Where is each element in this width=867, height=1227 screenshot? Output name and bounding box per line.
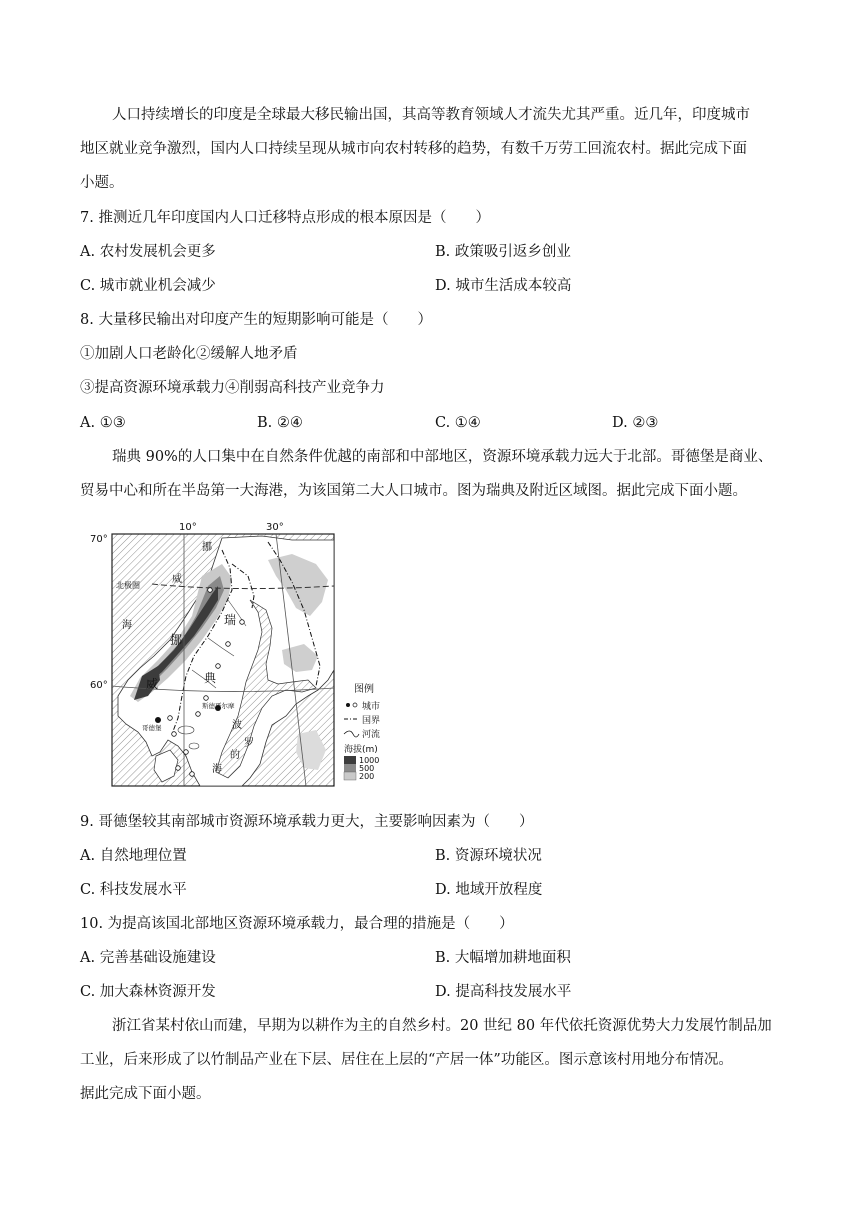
- q8-option-d: D. ②③: [612, 415, 659, 431]
- q10-option-a: A. 完善基础设施建设: [80, 950, 216, 966]
- q10-option-d: D. 提高科技发展水平: [435, 984, 572, 1000]
- passage-line: 据此完成下面小题。: [80, 1086, 211, 1102]
- sweden-region-map: [82, 520, 398, 788]
- norwegian-sea-label-1: 挪: [202, 542, 212, 553]
- q10-option-c: C. 加大森林资源开发: [80, 984, 216, 1000]
- q9-option-d: D. 地域开放程度: [435, 882, 543, 898]
- legend-city-label: 城市: [362, 702, 381, 712]
- q10-option-b: B. 大幅增加耕地面积: [435, 950, 571, 966]
- question-9-stem: 9. 哥德堡较其南部城市资源环境承载力更大，主要影响因素为（ ）: [80, 814, 534, 830]
- gothenburg-label: 哥德堡: [142, 724, 162, 732]
- legend-border-label: 国界: [362, 716, 381, 726]
- norway-label-1: 挪: [170, 633, 183, 647]
- map-legend: [344, 682, 380, 781]
- passage-line: 瑞典 90%的人口集中在自然条件优越的南部和中部地区，资源环境承载力远大于北部。哥德堡是商业、: [112, 449, 773, 465]
- city-marker: [168, 716, 173, 721]
- sweden-label-1: 瑞: [224, 613, 237, 627]
- city-marker: [184, 750, 189, 755]
- q8-statement-line: ③提高资源环境承载力④削弱高科技产业竞争力: [80, 380, 385, 396]
- q9-option-c: C. 科技发展水平: [80, 882, 187, 898]
- q8-option-b: B. ②④: [257, 415, 303, 431]
- lon-30-label: 30°: [266, 522, 284, 533]
- city-marker: [216, 664, 221, 669]
- question-7-stem: 7. 推测近几年印度国内人口迁移特点形成的根本原因是（ ）: [80, 210, 490, 226]
- city-marker: [226, 642, 231, 647]
- q7-option-d: D. 城市生活成本较高: [435, 278, 572, 294]
- passage-line: 贸易中心和所在半岛第一大海港，为该国第二大人口城市。图为瑞典及附近区域图。据此完成下面小题。: [80, 483, 747, 499]
- lake: [189, 743, 199, 749]
- legend-river-label: 河流: [362, 730, 381, 740]
- q9-option-a: A. 自然地理位置: [80, 848, 187, 864]
- arctic-circle-label: 北极圈: [116, 581, 140, 590]
- lat-60-label: 60°: [90, 680, 108, 691]
- legend-elev-swatch: [344, 772, 356, 780]
- sweden-label-2: 典: [204, 671, 217, 685]
- question-8-stem: 8. 大量移民输出对印度产生的短期影响可能是（ ）: [80, 312, 432, 328]
- q8-option-c: C. ①④: [435, 415, 481, 431]
- baltic-sea-label-3: 的: [230, 750, 240, 761]
- gothenburg-dot: [155, 717, 161, 723]
- legend-elev-swatch: [344, 756, 356, 764]
- legend-elev-1000: 1000: [359, 756, 380, 765]
- q9-option-b: B. 资源环境状况: [435, 848, 542, 864]
- legend-city-dot-open: [353, 703, 357, 707]
- q8-option-a: A. ①③: [80, 415, 126, 431]
- legend-river-line: [344, 731, 359, 737]
- legend-elev-title: 海拔(m): [344, 745, 378, 755]
- lat-70-label: 70°: [90, 534, 108, 545]
- passage-line: 小题。: [80, 175, 124, 191]
- city-marker: [190, 772, 195, 777]
- legend-elev-swatch: [344, 764, 356, 772]
- baltic-sea-label-4: 海: [212, 764, 222, 775]
- city-marker: [176, 766, 181, 771]
- city-marker: [196, 712, 201, 717]
- legend-elev-500: 500: [359, 764, 375, 773]
- question-10-stem: 10. 为提高该国北部地区资源环境承载力，最合理的措施是（ ）: [80, 916, 514, 932]
- legend-city-dot-filled: [346, 703, 350, 707]
- norway-label-2: 威: [146, 677, 159, 691]
- baltic-sea-label-1: 波: [232, 720, 242, 731]
- passage-line: 人口持续增长的印度是全球最大移民输出国，其高等教育领域人才流失尤其严重。近几年，印度城市: [112, 107, 750, 123]
- legend-title: 图例: [354, 684, 374, 695]
- stockholm-label: 斯德哥尔摩: [202, 702, 235, 710]
- passage-line: 工业，后来形成了以竹制品产业在下层、居住在上层的“产居一体”功能区。图示意该村用地分布情况。: [80, 1052, 733, 1068]
- q7-option-c: C. 城市就业机会减少: [80, 278, 216, 294]
- q7-option-b: B. 政策吸引返乡创业: [435, 244, 571, 260]
- q8-statement-line: ①加剧人口老龄化②缓解人地矛盾: [80, 346, 298, 362]
- norwegian-sea-label-2: 威: [172, 574, 182, 585]
- legend-elev-200: 200: [359, 772, 375, 781]
- city-marker: [172, 732, 177, 737]
- city-marker: [208, 588, 213, 593]
- lake: [178, 726, 194, 734]
- passage-line: 浙江省某村依山而建，早期为以耕作为主的自然乡村。20 世纪 80 年代依托资源优势大力发展竹制品加: [112, 1018, 772, 1034]
- baltic-sea-label-2: 罗: [244, 738, 254, 749]
- lon-10-label: 10°: [179, 522, 197, 533]
- norwegian-sea-label-3: 海: [122, 620, 132, 631]
- city-marker: [204, 696, 209, 701]
- passage-line: 地区就业竞争激烈，国内人口持续呈现从城市向农村转移的趋势，有数千万劳工回流农村。据此完成下面: [80, 141, 747, 157]
- city-marker: [240, 620, 245, 625]
- q7-option-a: A. 农村发展机会更多: [80, 244, 216, 260]
